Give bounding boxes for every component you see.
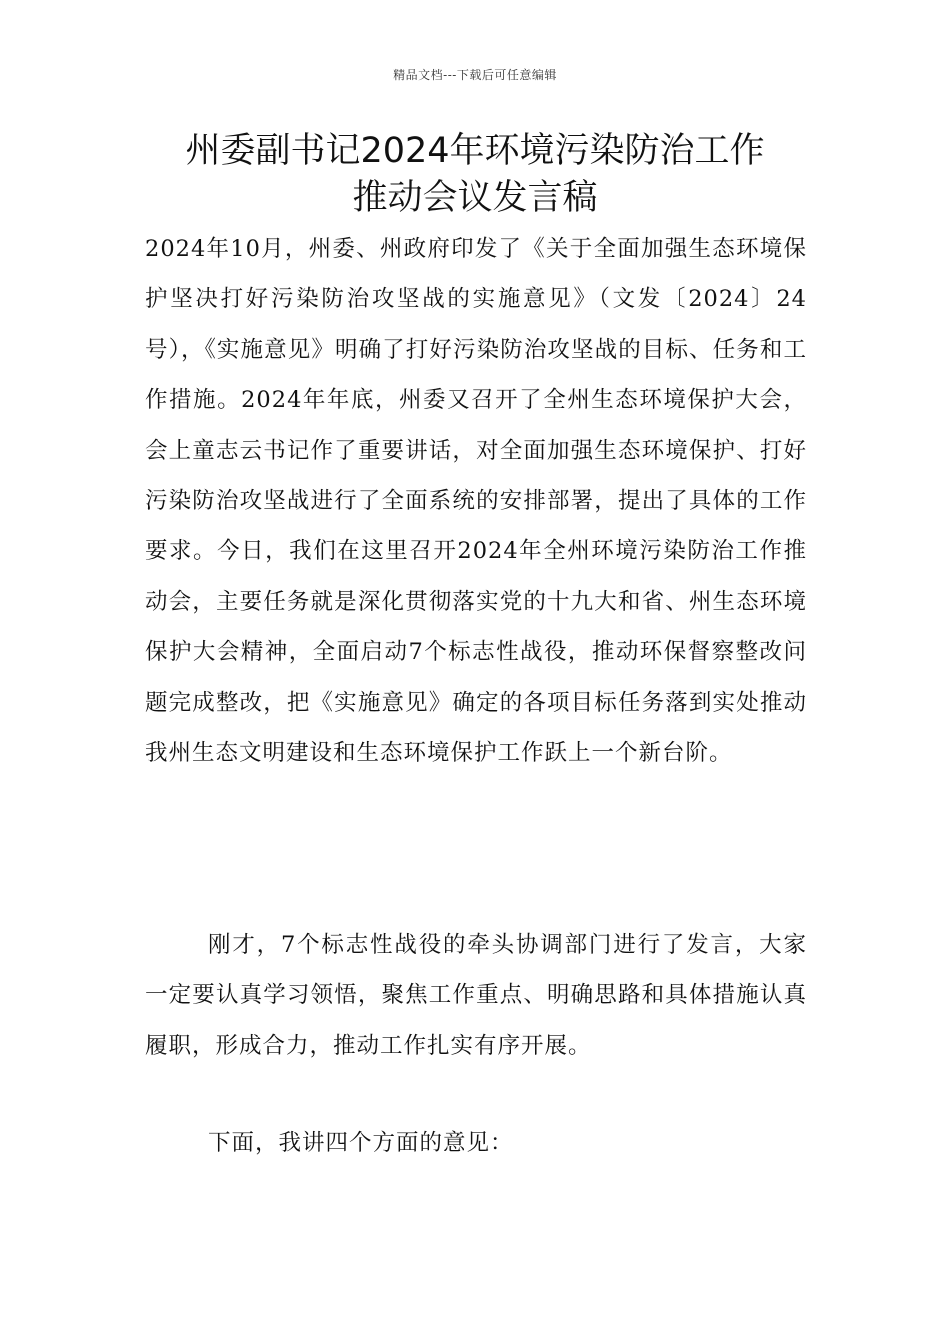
header-note: 精品文档---下载后可任意编辑 [393,68,557,82]
title-line-2: 推动会议发言稿 [352,178,598,218]
title-line-1: 州委副书记2024年环境污染防治工作 [185,131,765,171]
paragraph-2: 刚才，7个标志性战役的牵头协调部门进行了发言，大家一定要认真学习领悟，聚焦工作重点、明确思路和具体措施认真履职，形成合力，推动工作扎实有序开展。 [145,932,807,1059]
paragraph-1: 2024年10月，州委、州政府印发了《关于全面加强生态环境保护坚决打好污染防治攻坚战的实施意见》（文发〔2024〕24号），《实施意见》明确了打好污染防治攻坚战的目标、任务和工作措施。2024年年底，州委又召开了全州生态环境保护大会，会上童志云书记作了重要讲话，对全面加强生态环境保护、打好污染防治攻坚战进行了全面系统的安排部署，提出了具体的工作要求。今日，我们在这里召开2024年全州环境污染防治工作推动会，主要任务就是深化贯彻落实党的十九大和省、州生态环境保护大会精神，全面启动7个标志性战役，推动环保督察整改问题完成整改，把《实施意见》确定的各项目标任务落到实处推动我州生态文明建设和生态环境保护工作跃上一个新台阶。 [145,236,807,767]
document-title [150,128,800,222]
paragraph-3: 下面，我讲四个方面的意见： [208,1130,514,1156]
